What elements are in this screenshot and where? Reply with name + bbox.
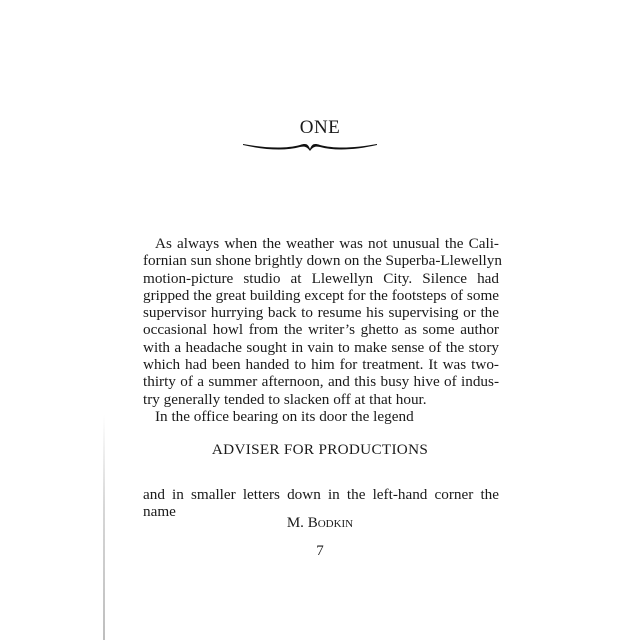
- text-line: name: [143, 503, 176, 521]
- text-line: motion-picture studio at Llewellyn City. Silence had: [143, 269, 499, 287]
- text-line: gripped the great building except for the footsteps of some: [143, 286, 499, 304]
- text-line: try generally tended to slacken off at that hour.: [143, 390, 427, 408]
- text-line: with a headache sought in vain to make sense of the story: [143, 338, 499, 356]
- text-line: fornian sun shone brightly down on the Superba-Llewellyn: [143, 252, 502, 270]
- text-line: and in smaller letters down in the left-hand corner the: [143, 486, 499, 503]
- page-number: 7: [316, 543, 324, 559]
- text-line: As always when the weather was not unusual the Cali-: [155, 235, 499, 252]
- name-initial: M.: [286, 515, 304, 531]
- flourish-ornament-icon: [240, 139, 380, 155]
- chapter-body: [143, 235, 502, 425]
- text-line: occasional howl from the writer’s ghetto as some author: [143, 321, 499, 339]
- chapter-title: ONE: [299, 117, 341, 138]
- text-line: In the office bearing on its door the legend: [155, 407, 414, 425]
- door-name: [0, 515, 640, 532]
- text-line: thirty of a summer afternoon, and this busy hive of indus-: [143, 373, 499, 391]
- text-line: which had been handed to him for treatment. It was two-: [143, 356, 499, 374]
- office-door-legend: ADVISER FOR PRODUCTIONS: [211, 441, 429, 458]
- text-line: supervisor hurrying back to resume his supervising or the: [143, 304, 499, 322]
- name-surname: Bodkin: [307, 515, 354, 531]
